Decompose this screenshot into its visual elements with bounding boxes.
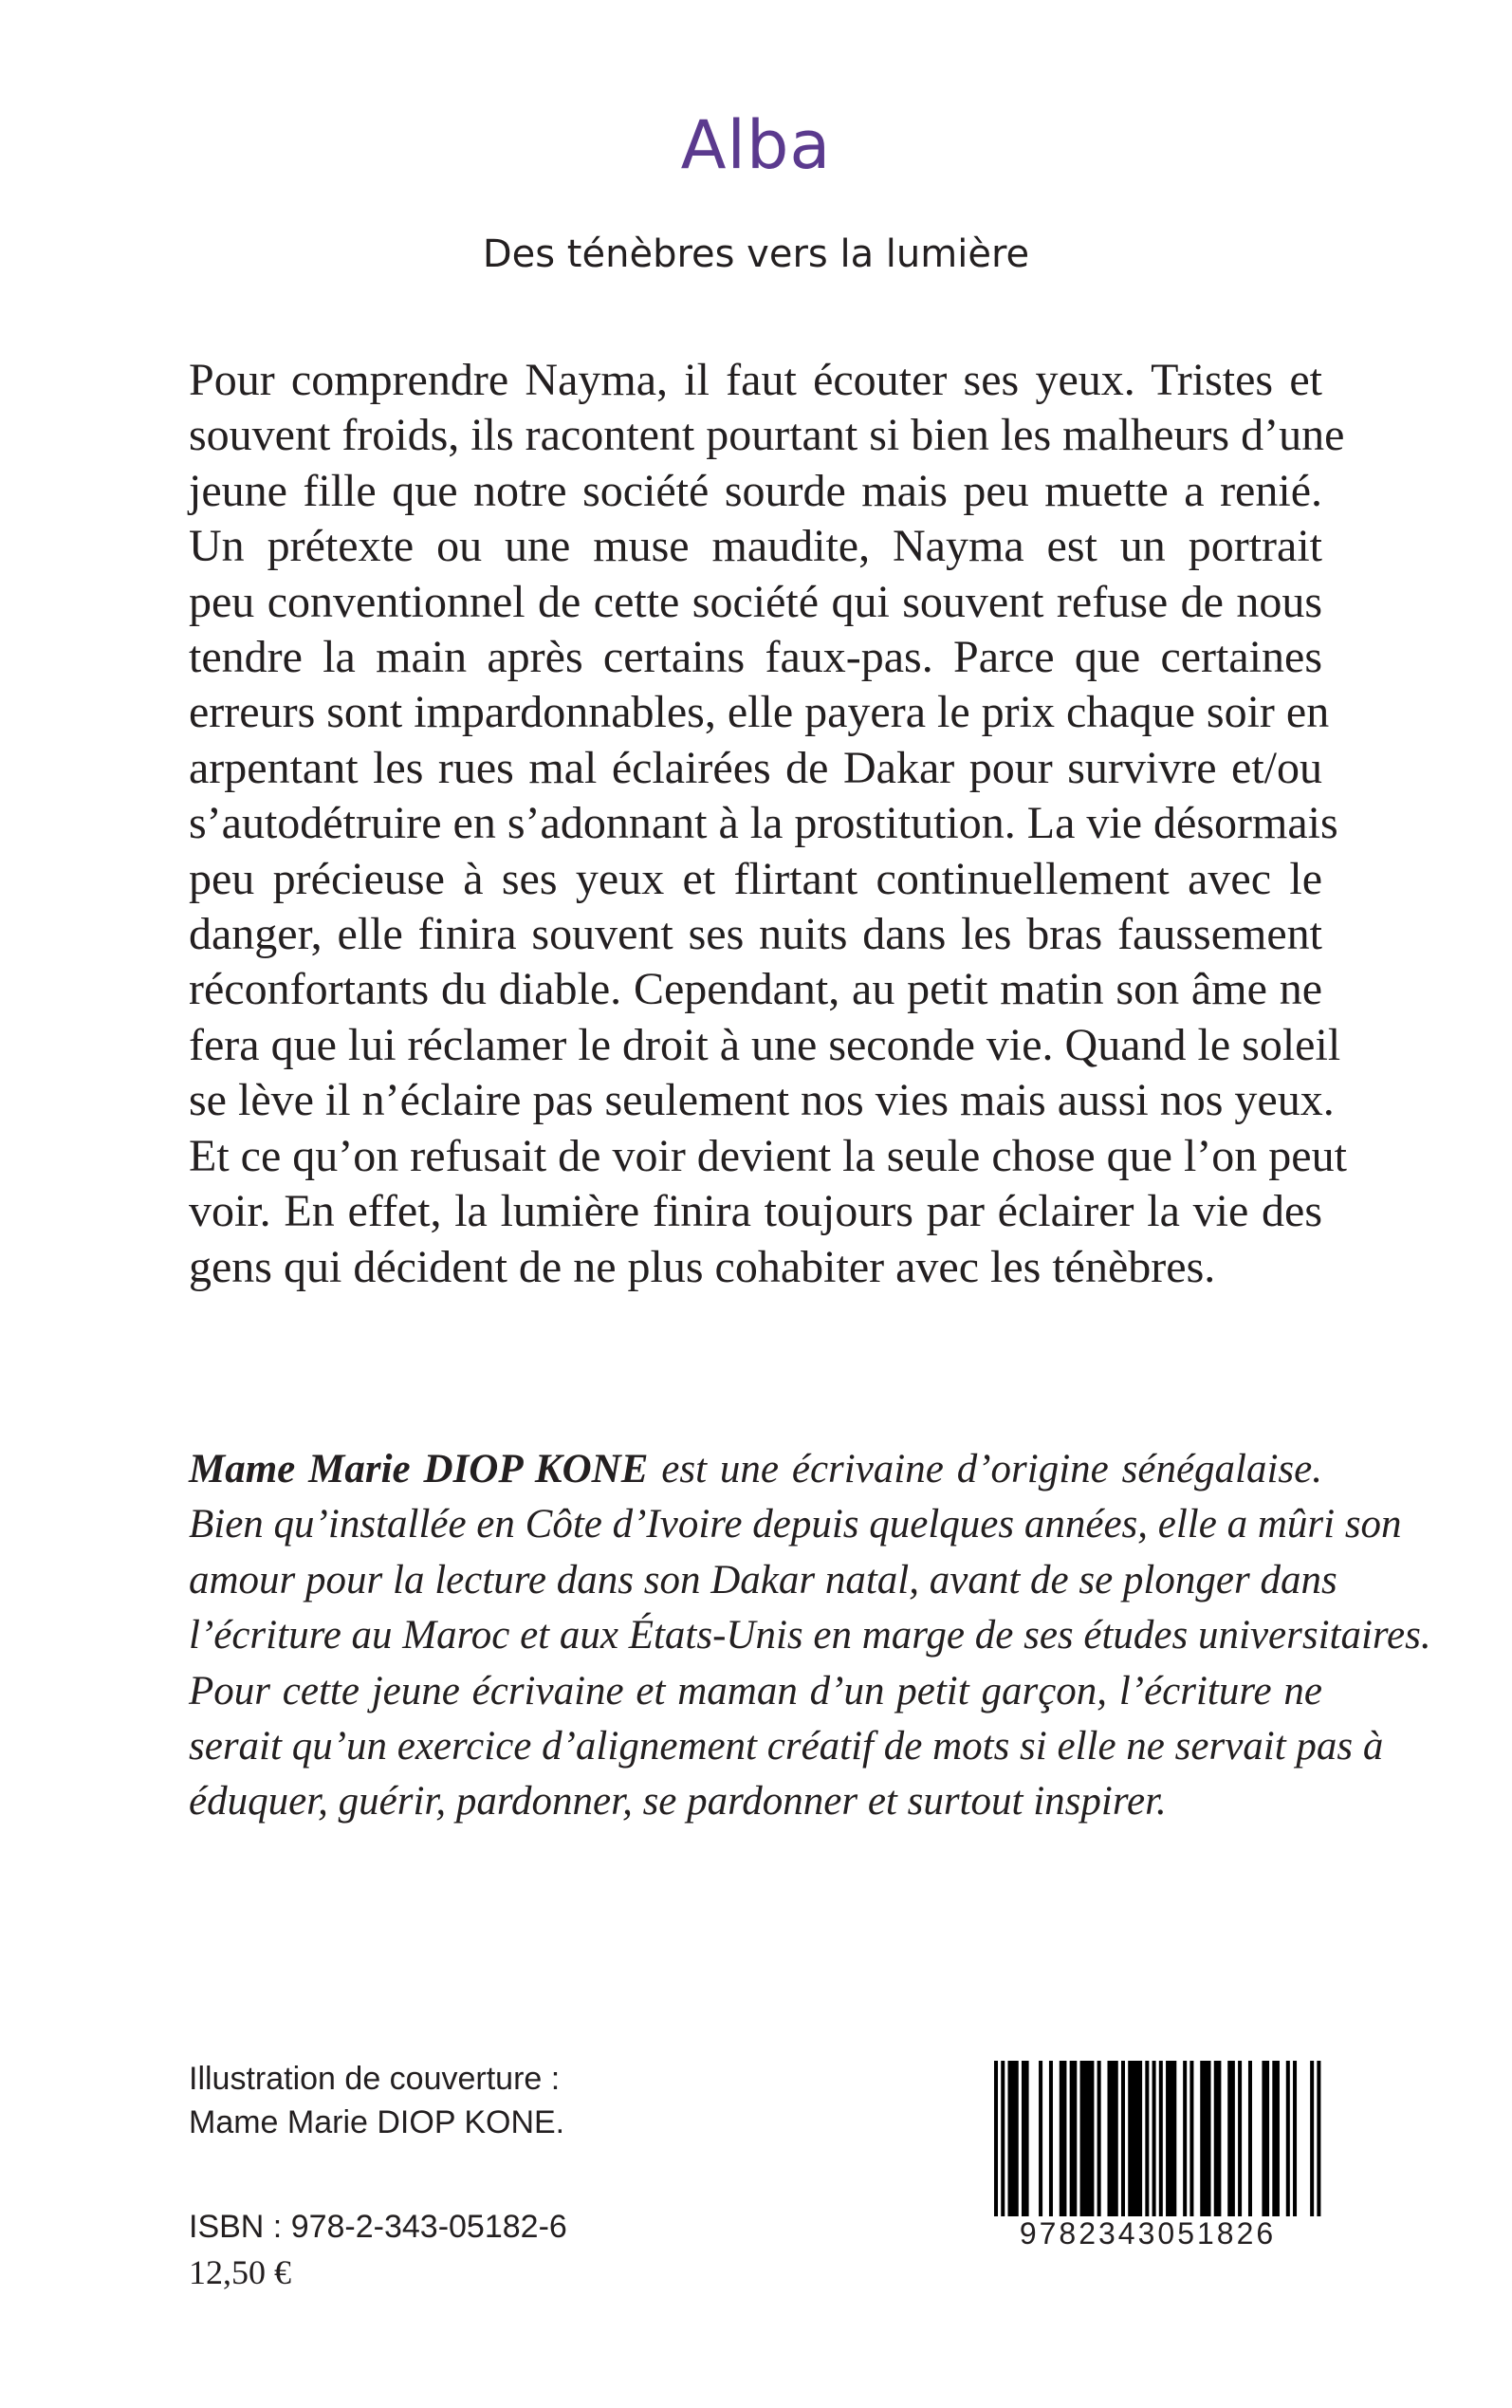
synopsis-line: Un prétexte ou une muse maudite, Nayma est un portrait: [189, 521, 1322, 572]
synopsis-line: peu conventionnel de cette société qui souvent refuse de nous: [189, 576, 1322, 627]
barcode-bar: [1083, 2061, 1087, 2220]
barcode-bar: [1090, 2061, 1094, 2220]
barcode-bar: [1231, 2061, 1235, 2220]
barcode-bars: [968, 2061, 1328, 2309]
barcode-bar: [1272, 2061, 1276, 2220]
synopsis-line: voir. En effet, la lumière finira toujours par éclairer la vie des: [189, 1186, 1322, 1237]
barcode-bar: [1166, 2061, 1170, 2220]
synopsis-line: erreurs sont impardonnables, elle payera le prix chaque soir en: [189, 687, 1330, 738]
isbn: ISBN : 978-2-343-05182-6: [189, 2209, 567, 2245]
author-name: Mame Marie DIOP KONE: [189, 1447, 649, 1491]
barcode-bar: [1276, 2061, 1280, 2220]
synopsis-line: fera que lui réclamer le droit à une seconde vie. Quand le soleil: [189, 1019, 1341, 1070]
barcode-bar: [1286, 2061, 1290, 2220]
barcode-bar: [1025, 2061, 1029, 2220]
barcode-bar: [1121, 2061, 1125, 2220]
barcode-bar: [1145, 2061, 1149, 2220]
barcode-bar: [1060, 2061, 1063, 2220]
synopsis-line: tendre la main après certains faux-pas. Parce que certaines: [189, 632, 1322, 683]
barcode-bar: [1097, 2061, 1101, 2220]
bio-first-line-text: est une écrivaine d’origine sénégalaise.: [648, 1447, 1322, 1491]
barcode-bar: [1172, 2061, 1176, 2220]
credits-name: Mame Marie DIOP KONE.: [189, 2104, 565, 2140]
barcode-bar: [1200, 2061, 1204, 2220]
synopsis-line: se lève il n’éclaire pas seulement nos vies mais aussi nos yeux.: [189, 1075, 1335, 1126]
bio-line: amour pour la lecture dans son Dakar natal, avant de se plonger dans: [189, 1557, 1337, 1602]
barcode-bar: [1007, 2061, 1011, 2220]
bio-first-line: [189, 1442, 1322, 1497]
bio-line: l’écriture au Maroc et aux États-Unis en marge de ses études universitaires.: [189, 1613, 1431, 1658]
synopsis: [189, 353, 1347, 1295]
barcode-bar: [1115, 2061, 1118, 2220]
barcode-bar: [1087, 2061, 1091, 2220]
barcode-bar: [1128, 2061, 1132, 2220]
barcode-bar: [1134, 2061, 1138, 2220]
cover-credits: [189, 2057, 564, 2144]
barcode-bar: [1183, 2061, 1187, 2220]
barcode-bar: [1262, 2061, 1265, 2220]
barcode-bar: [1132, 2061, 1135, 2220]
barcode-bar: [1238, 2061, 1242, 2220]
bio-line: serait qu’un exercice d’alignement créatif de mots si elle ne servait pas à: [189, 1724, 1384, 1769]
synopsis-line: réconfortants du diable. Cependant, au petit matin son âme ne: [189, 964, 1322, 1015]
barcode-bar: [1204, 2061, 1208, 2220]
barcode-icon: [968, 2061, 1328, 2309]
synopsis-line: arpentant les rues mal éclairées de Dakar pour survivre et/ou: [189, 742, 1322, 793]
barcode-bar: [1015, 2061, 1019, 2220]
synopsis-line: jeune fille que notre société sourde mais peu muette a renié.: [189, 465, 1322, 516]
barcode-bar: [1189, 2061, 1193, 2220]
bio-line: Bien qu’installée en Côte d’Ivoire depuis quelques années, elle a mûri son: [189, 1502, 1402, 1547]
bio-line: éduquer, guérir, pardonner, se pardonner et surtout inspirer.: [189, 1779, 1167, 1825]
synopsis-line: gens qui décident de ne plus cohabiter avec les ténèbres.: [189, 1241, 1216, 1292]
barcode-bar: [1011, 2061, 1015, 2220]
barcode-bar: [1214, 2061, 1218, 2220]
barcode-digits: 9782343051826: [968, 2216, 1328, 2251]
barcode-bar: [1227, 2061, 1231, 2220]
credits-label: Illustration de couverture :: [189, 2061, 561, 2097]
barcode-bar: [1039, 2061, 1042, 2220]
book-title: Alba: [680, 106, 832, 184]
barcode-bar: [1138, 2061, 1142, 2220]
price: 12,50 €: [189, 2253, 291, 2291]
barcode-bar: [1111, 2061, 1115, 2220]
barcode-bar: [1070, 2061, 1074, 2220]
barcode-bar: [1049, 2061, 1053, 2220]
barcode-bar: [1073, 2061, 1077, 2220]
barcode-bar: [1265, 2061, 1269, 2220]
synopsis-line: Pour comprendre Nayma, il faut écouter ses yeux. Tristes et: [189, 355, 1322, 405]
barcode-bar: [1217, 2061, 1221, 2220]
barcode-bar: [1107, 2061, 1111, 2220]
barcode-bar: [1062, 2061, 1066, 2220]
synopsis-line: Et ce qu’on refusait de voir devient la seule chose que l’on peut: [189, 1130, 1347, 1181]
bio-line: Pour cette jeune écrivaine et maman d’un petit garçon, l’écriture ne: [189, 1668, 1322, 1713]
synopsis-line: danger, elle finira souvent ses nuits dans les bras faussement: [189, 909, 1322, 960]
author-bio: [189, 1442, 1431, 1830]
barcode-bar: [1080, 2061, 1084, 2220]
barcode-bar: [1293, 2061, 1297, 2220]
synopsis-line: peu précieuse à ses yeux et flirtant continuellement avec le: [189, 853, 1322, 904]
synopsis-line: souvent froids, ils racontent pourtant si bien les malheurs d’une: [189, 410, 1345, 461]
book-subtitle: Des ténèbres vers la lumière: [482, 232, 1030, 276]
barcode-bar: [1208, 2061, 1211, 2220]
barcode-bar: [1248, 2061, 1252, 2220]
synopsis-line: s’autodétruire en s’adonnant à la prostitution. La vie désormais: [189, 798, 1338, 849]
barcode-bar: [1022, 2061, 1025, 2220]
barcode-bar: [1170, 2061, 1173, 2220]
